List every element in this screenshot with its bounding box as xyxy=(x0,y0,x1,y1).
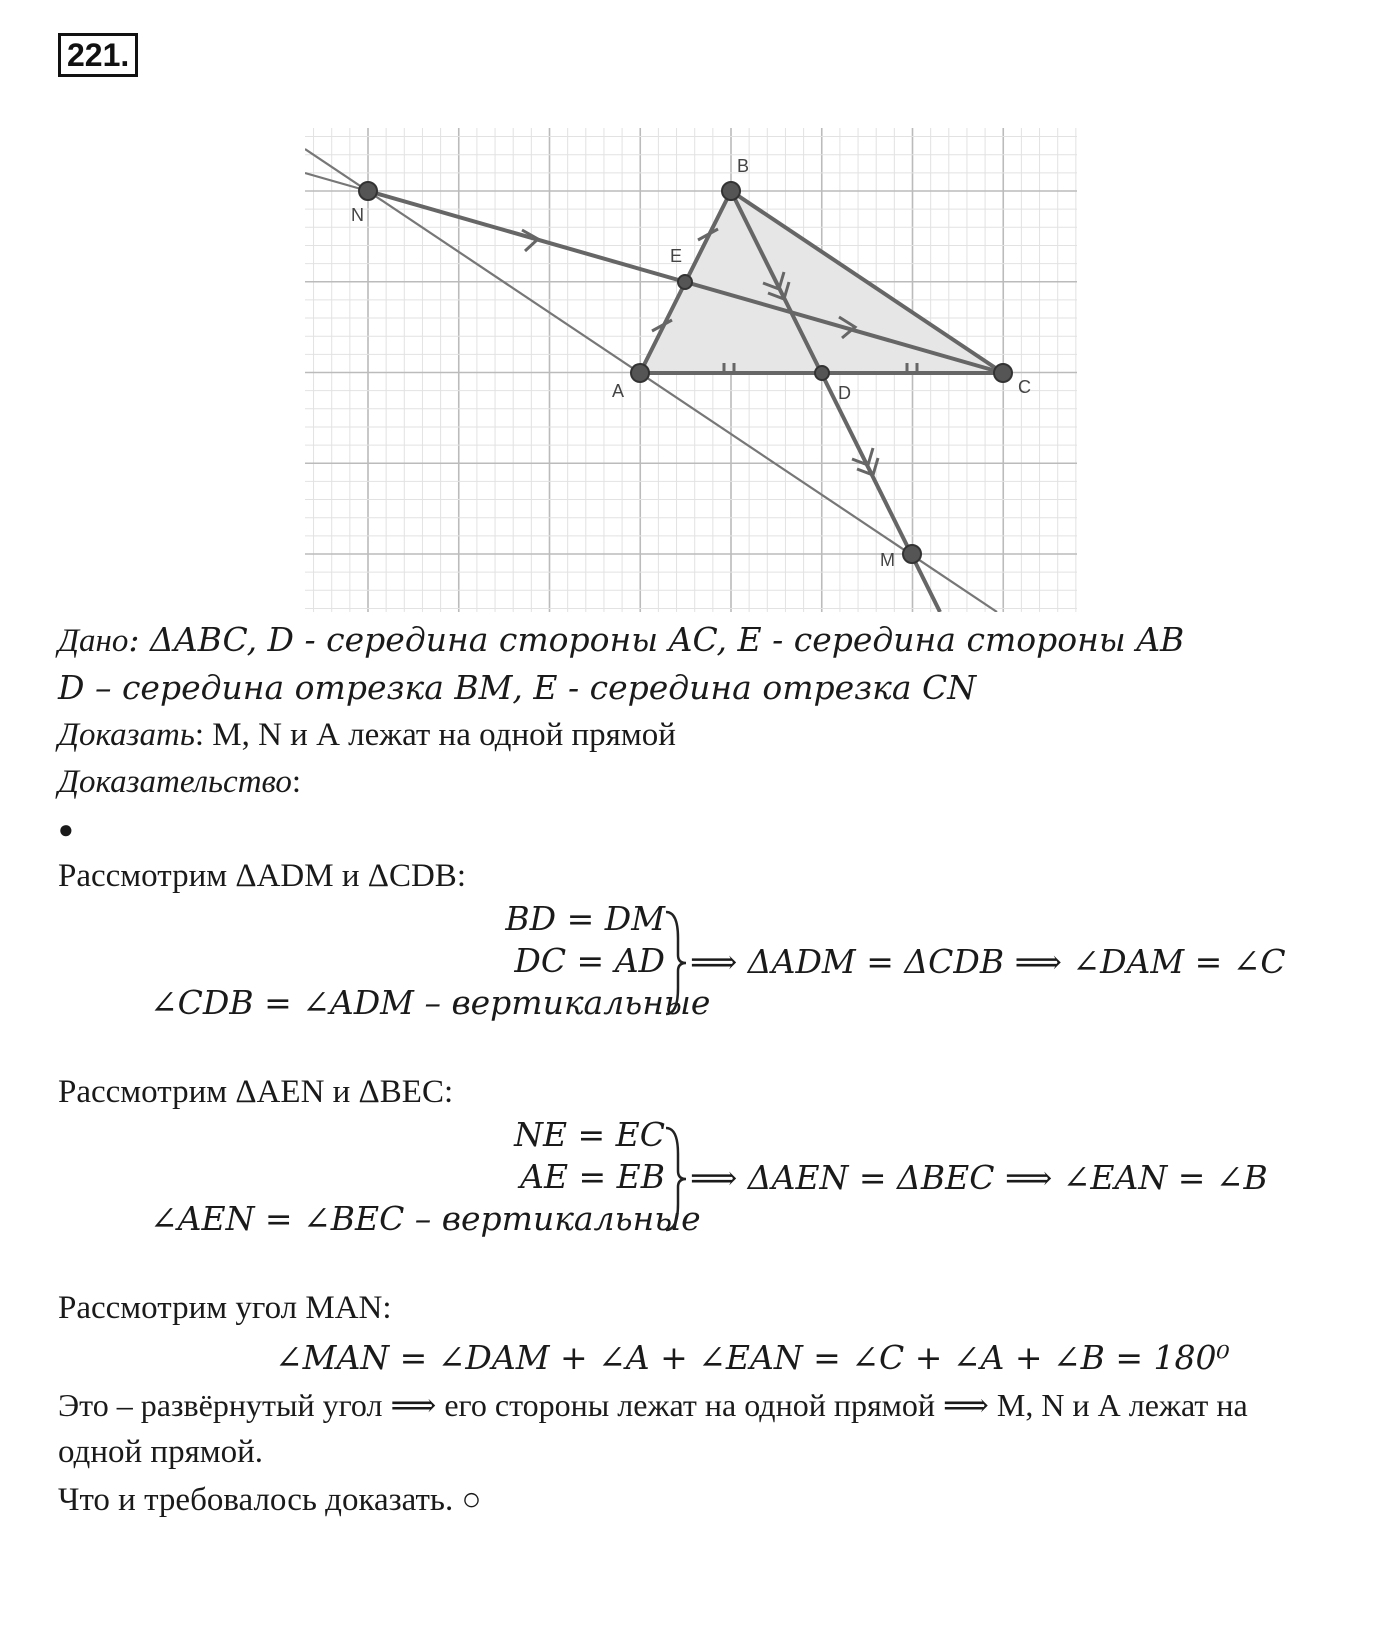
point-n xyxy=(359,182,377,200)
given-label: Дано xyxy=(58,623,129,659)
proof-heading xyxy=(58,762,301,802)
point-c xyxy=(994,364,1012,382)
geometry-figure xyxy=(0,0,1400,650)
label-m: M xyxy=(880,550,895,570)
step1-conclusion: ⟹ ΔADM = ΔCDB ⟹ ∠DAM = ∠C xyxy=(690,942,1286,981)
step3-equation: ∠MAN = ∠DAM + ∠A + ∠EAN = ∠C + ∠A + ∠B = 180⁰ xyxy=(275,1338,1230,1377)
step2-condition: AE = EB xyxy=(520,1157,665,1196)
proof-label: Доказательство xyxy=(58,764,292,800)
line-through-n-and-a xyxy=(305,149,997,612)
step1-conditions xyxy=(150,898,711,1024)
label-d: D xyxy=(838,383,851,403)
proof-colon: : xyxy=(291,764,302,800)
point-a xyxy=(631,364,649,382)
step3-intro: Рассмотрим угол MAN: xyxy=(58,1290,392,1326)
bullet: ● xyxy=(58,815,74,844)
point-m xyxy=(903,545,921,563)
step2-conclusion: ⟹ ΔAEN = ΔBEC ⟹ ∠EAN = ∠B xyxy=(690,1158,1268,1197)
step1-brace xyxy=(662,908,688,1018)
step2-intro: Рассмотрим ΔAEN и ΔBEC: xyxy=(58,1074,454,1110)
step1-condition: BD = DM xyxy=(505,899,665,938)
step2-brace xyxy=(662,1124,688,1234)
problem-number: 221. xyxy=(58,33,138,77)
qed-line: Что и требовалось доказать. ○ xyxy=(58,1482,482,1518)
point-d xyxy=(815,366,829,380)
step2-condition: NE = EC xyxy=(514,1115,665,1154)
step2-condition: ∠AEN = ∠BEC – вертикальные xyxy=(150,1199,701,1238)
label-c: C xyxy=(1018,377,1031,397)
step1-condition: ∠CDB = ∠ADM – вертикальные xyxy=(150,983,711,1022)
given-line-1 xyxy=(58,620,1184,661)
point-e xyxy=(678,275,692,289)
label-b: B xyxy=(737,156,750,176)
prove-line xyxy=(58,715,676,755)
label-a: A xyxy=(612,381,625,401)
label-n: N xyxy=(351,205,364,225)
given-line-2: D – середина отрезка BM, E - середина отрезка CN xyxy=(58,668,977,707)
label-e: E xyxy=(670,246,683,266)
conclusion-line-2: одной прямой. xyxy=(58,1434,264,1470)
step2-conditions xyxy=(150,1114,701,1240)
step1-condition: DC = AD xyxy=(514,941,665,980)
conclusion-line-1: Это – развёрнутый угол ⟹ его стороны лежат на одной прямой ⟹ M, N и А лежат на xyxy=(58,1387,1248,1423)
point-b xyxy=(722,182,740,200)
prove-label: Доказать xyxy=(58,717,195,753)
given-text: : ΔABC, D - середина стороны AC, E - середина стороны AB xyxy=(128,620,1185,659)
step1-intro: Рассмотрим ΔADM и ΔCDB: xyxy=(58,858,466,894)
prove-text: : M, N и А лежат на одной прямой xyxy=(194,717,676,753)
